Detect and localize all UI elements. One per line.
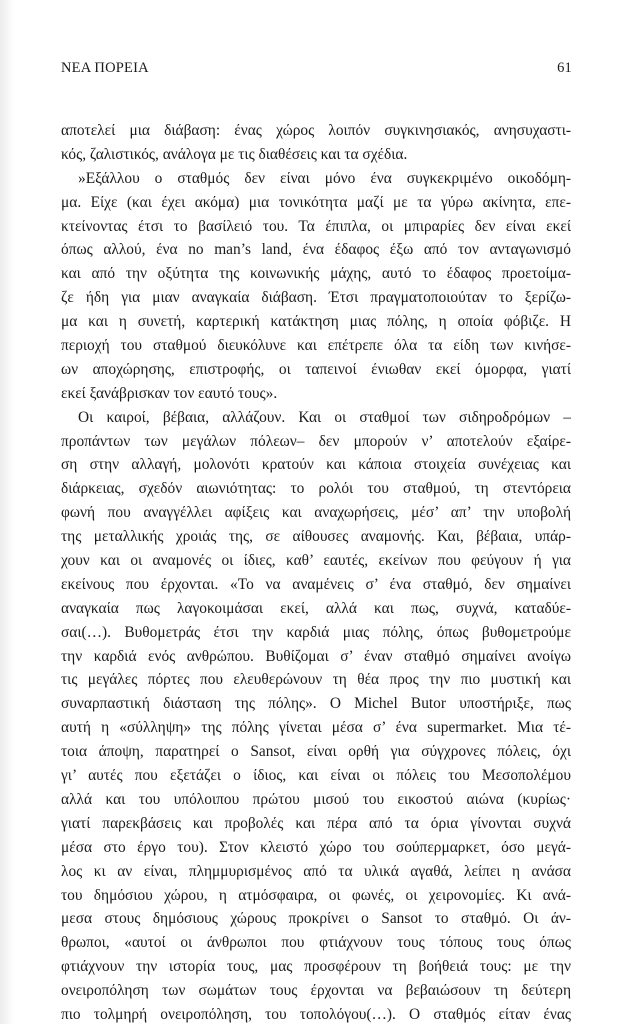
text-line: εκείνους που έρχονται. «Το να αναμένεις σ’ ένα σταθμό, δεν σημαίνει	[61, 575, 571, 593]
text-line: εκεί ξανάβρισκαν τον εαυτό τους».	[61, 384, 278, 402]
body-text	[61, 119, 571, 1027]
binding-shadow	[0, 0, 14, 1024]
text-line: του δημόσιου χώρου, η ατμόσφαιρα, οι φωνές, οι χειρονομίες. Κι ανά-	[61, 886, 571, 904]
text-line: της μεταλλικής χροιάς της, σε αίθουσες αναμονής. Και, βέβαια, υπάρ-	[61, 528, 571, 546]
text-line: φωνή που αναγγέλλει αφίξεις και αναχωρήσεις, μέσ’ απ’ την υποβολή	[61, 504, 571, 522]
text-line: ση στην αλλαγή, μολονότι κρατούν και κάποια στοιχεία συνέχειας και	[61, 456, 571, 474]
text-line: κτείνοντας έτσι το βασίλειό του. Τα έπιπλα, οι μπιραρίες δεν είναι εκεί	[61, 217, 571, 235]
text-line: όπως αλλού, ένα no man’s land, ένα έδαφος έξω από τον ανταγωνισμό	[61, 241, 571, 259]
text-line: θρωποι, «αυτοί οι άνθρωποι που φτιάχνουν τους τόπους τους όπως	[61, 934, 571, 952]
text-line: αναγκαία πως λαγοκοιμάσαι εκεί, αλλά και πως, συχνά, καταδύε-	[61, 599, 571, 617]
text-line: Οι καιροί, βέβαια, αλλάζουν. Και οι σταθμοί των σιδηροδρόμων –	[78, 408, 571, 426]
text-line: προπάντων των μεγάλων πόλεων– δεν μπορούν ν’ αποτελούν εξαίρε-	[61, 432, 571, 450]
text-line: μα και η συνετή, καρτερική κατάκτηση μιας πόλης, η οποία φόβιζε. Η	[61, 313, 571, 331]
text-line: αποτελεί μια διάβαση: ένας χώρος λοιπόν συγκινησιακός, ανησυχαστι-	[61, 122, 571, 139]
text-line: περιοχή του σταθμού διευκόλυνε και επέτρεπε όλα τα είδη των κινήσε-	[61, 337, 571, 355]
text-line: την καρδιά ενός ανθρώπου. Βυθίζομαι σ’ έναν σταθμό σημαίνει ανοίγω	[61, 647, 571, 665]
text-line: μέσα στο έργο του). Στον κλειστό χώρο του σούπερμαρκετ, όσο μεγά-	[61, 838, 571, 856]
text-line: πιο τολμηρή ονειροπόληση, του τοπολόγου(…). Ο σταθμός είταν ένας	[61, 1005, 571, 1023]
text-line: αυτή η «σύλληψη» της πόλης γίνεται μέσα σ’ ένα supermarket. Μια τέ-	[61, 719, 571, 737]
running-head: ΝΕΑ ΠΟΡΕΙΑ	[61, 60, 149, 76]
text-line: ων αποχώρησης, επιστροφής, οι ταπεινοί ένιωθαν εκεί όμορφα, γιατί	[61, 360, 571, 378]
page-header	[61, 60, 572, 80]
text-line: ονειροπόληση των σωμάτων τους έρχονται να βεβαιώσουν τη δεύτερη	[61, 982, 571, 1000]
text-line: τις μεγάλες πόρτες που ελευθερώνουν τη θέα προς την πιο μυστική και	[61, 671, 571, 689]
text-line: σαι(…). Βυθομετράς έτσι την καρδιά μιας πόλης, όπως βυθομετρούμε	[61, 623, 571, 641]
text-line: κός, ζαλιστικός, ανάλογα με τις διαθέσεις και τα σχέδια.	[61, 145, 408, 163]
text-line: μα. Είχε (και έχει ακόμα) μια τονικότητα μαζί με τα γύρω ακίνητα, επε-	[61, 193, 571, 211]
text-line: και από την οξύτητα της κοινωνικής μάχης, αυτό το έδαφος προετοίμα-	[61, 265, 571, 283]
text-line: μεσα στους δημόσιους χώρους προκρίνει ο Sansot το σταθμό. Οι άν-	[61, 910, 571, 928]
text-line: χουν και οι αναμονές οι ίδιες, καθ’ εαυτές, εκείνων που φεύγουν ή για	[61, 552, 571, 570]
text-line: γιατί παρεκβάσεις και προβολές και πέρα από τα όρια γίνονται συχνά	[61, 814, 571, 832]
text-line: φτιάχνουν την ιστορία τους, μας προσφέρουν τη βοήθειά τους: με την	[61, 958, 571, 976]
text-line: ζε ήδη για μιαν αναγκαία διάβαση. Έτσι πραγματοποιούταν το ξερίζω-	[61, 289, 571, 307]
text-line: αλλά και του υπόλοιπου πρώτου μισού του εικοστού αιώνα (κυρίως·	[61, 790, 571, 808]
text-line: λος κι αν είναι, πλημμυρισμένος από τα υλικά αγαθά, λείπει η ανάσα	[61, 862, 571, 880]
page-number: 61	[557, 60, 572, 76]
text-line: γι’ αυτές που εξετάζει ο ίδιος, και είναι οι πόλεις του Μεσοπολέμου	[61, 767, 571, 785]
text-line: τοια άποψη, παρατηρεί ο Sansot, είναι ορθή για σύγχρονες πόλεις, όχι	[61, 743, 571, 761]
text-line: »Εξάλλου ο σταθμός δεν είναι μόνο ένα συγκεκριμένο οικοδόμη-	[78, 169, 571, 187]
text-line: συναρπαστική διάσταση της πόλης». Ο Michel Butor υποστήριξε, πως	[61, 695, 571, 713]
text-line: διάρκειας, σχεδόν αιωνιότητας: το ρολόι του σταθμού, τη στεντόρεια	[61, 480, 571, 498]
